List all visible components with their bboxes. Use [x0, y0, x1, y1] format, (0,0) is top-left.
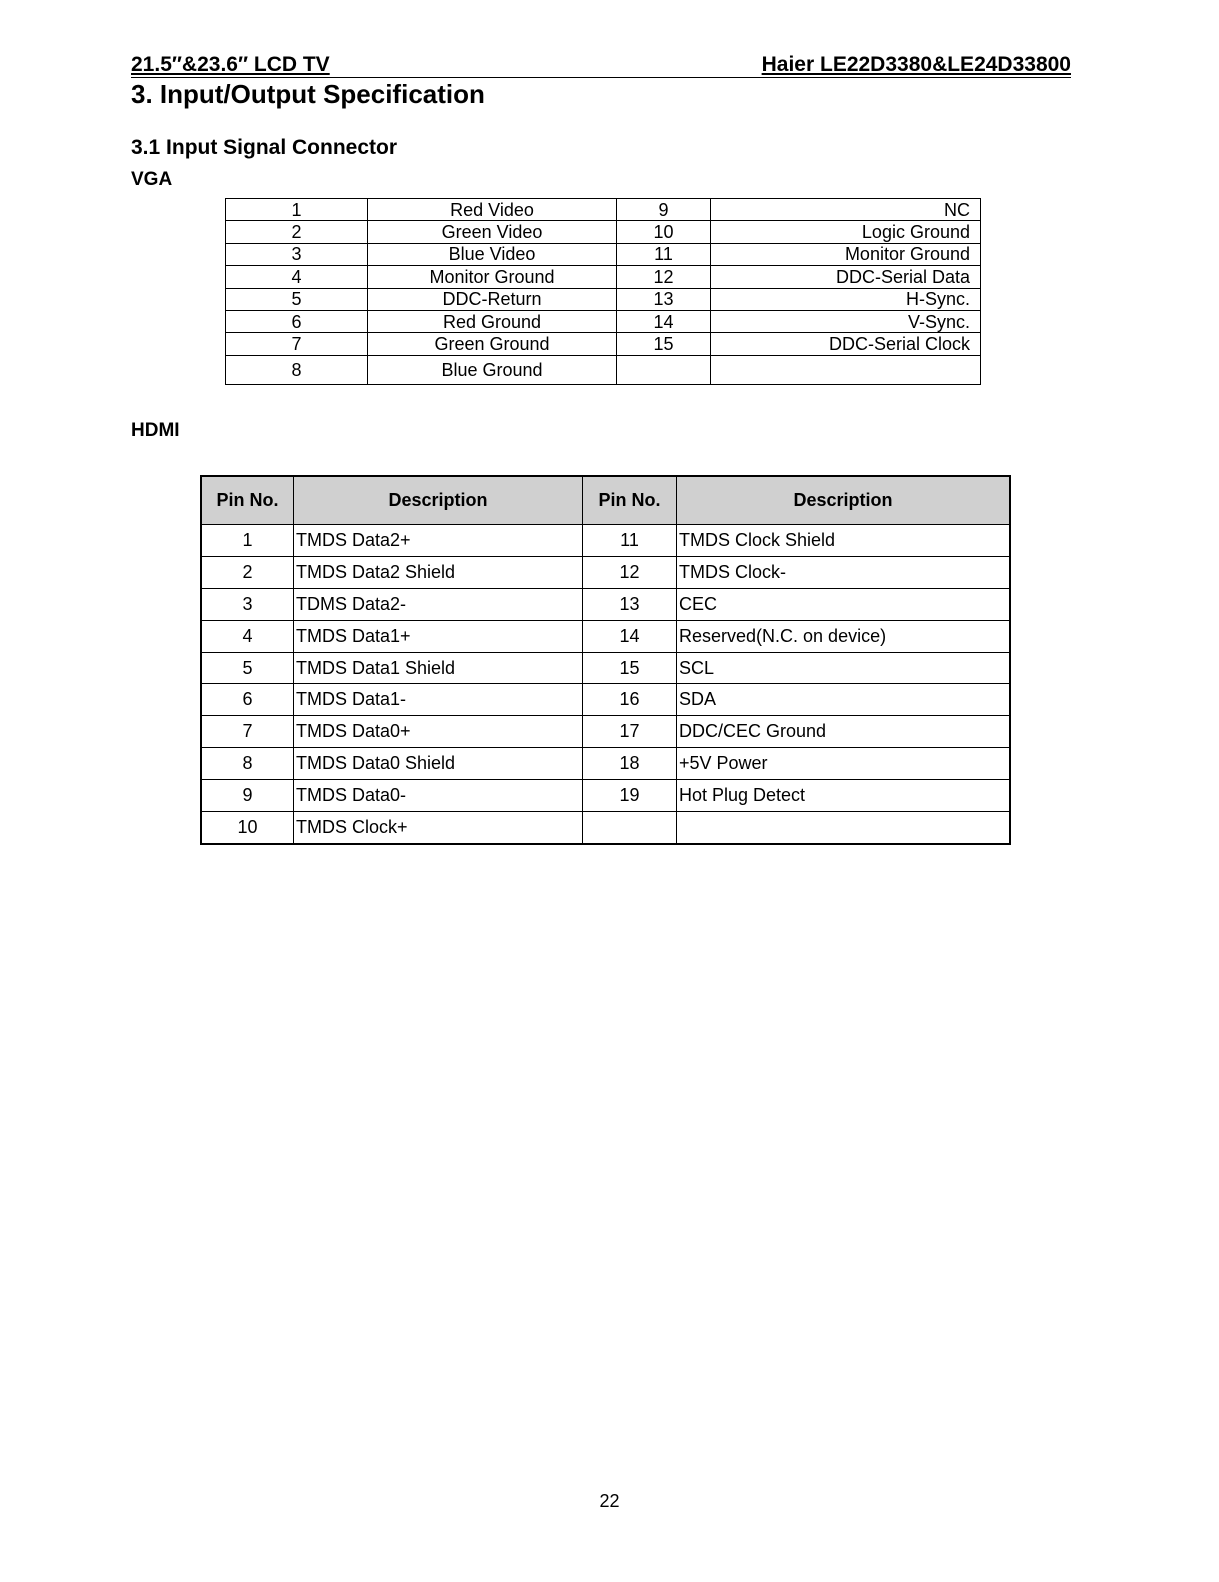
table-row [226, 199, 981, 221]
vga-pin-table [225, 198, 981, 385]
pin-description: TMDS Data0- [294, 780, 583, 812]
pin-number [617, 355, 711, 384]
pin-description [677, 812, 1011, 844]
pin-number: 8 [226, 355, 368, 384]
pin-description: TMDS Data0 Shield [294, 748, 583, 780]
table-row [201, 780, 1010, 812]
pin-number: 4 [226, 266, 368, 288]
pin-number: 17 [583, 716, 677, 748]
pin-number: 10 [617, 221, 711, 243]
pin-number: 4 [201, 620, 294, 652]
pin-description: Monitor Ground [711, 243, 981, 265]
pin-description: H-Sync. [711, 288, 981, 310]
subsection-title: 3.1 Input Signal Connector [131, 136, 398, 159]
pin-description: Monitor Ground [368, 266, 617, 288]
pin-description: CEC [677, 588, 1011, 620]
table-row [226, 355, 981, 384]
pin-description: Green Ground [368, 333, 617, 355]
header-model-size: 21.5″&23.6″ LCD TV [131, 53, 330, 76]
pin-number: 7 [201, 716, 294, 748]
pin-number: 14 [617, 310, 711, 332]
pin-number: 8 [201, 748, 294, 780]
table-row [201, 748, 1010, 780]
column-header-description: Description [294, 476, 583, 525]
pin-number: 6 [226, 310, 368, 332]
column-header-pin-no: Pin No. [583, 476, 677, 525]
header-model-name: Haier LE22D3380&LE24D33800 [761, 53, 1071, 76]
table-header-row [201, 476, 1010, 525]
pin-description: Hot Plug Detect [677, 780, 1011, 812]
pin-description: TMDS Clock Shield [677, 525, 1011, 557]
pin-description: TMDS Data1 Shield [294, 652, 583, 684]
pin-number: 19 [583, 780, 677, 812]
pin-number [583, 812, 677, 844]
pin-description: TMDS Data0+ [294, 716, 583, 748]
table-row [201, 716, 1010, 748]
page-number: 22 [599, 1491, 620, 1511]
table-row [226, 221, 981, 243]
pin-description: TMDS Data2 Shield [294, 556, 583, 588]
table-row [201, 525, 1010, 557]
pin-number: 5 [226, 288, 368, 310]
pin-description: V-Sync. [711, 310, 981, 332]
pin-number: 3 [201, 588, 294, 620]
table-row [226, 288, 981, 310]
pin-number: 3 [226, 243, 368, 265]
pin-number: 9 [617, 199, 711, 221]
pin-description [711, 355, 981, 384]
pin-number: 1 [201, 525, 294, 557]
hdmi-pin-table [200, 475, 1011, 845]
pin-description: TDMS Data2- [294, 588, 583, 620]
vga-label: VGA [131, 169, 173, 190]
table-row [201, 556, 1010, 588]
pin-description: Red Video [368, 199, 617, 221]
pin-number: 11 [583, 525, 677, 557]
pin-number: 6 [201, 684, 294, 716]
pin-number: 12 [617, 266, 711, 288]
hdmi-label: HDMI [131, 420, 180, 441]
column-header-description: Description [677, 476, 1011, 525]
table-row [201, 684, 1010, 716]
pin-description: TMDS Data1+ [294, 620, 583, 652]
pin-description: DDC-Return [368, 288, 617, 310]
pin-number: 2 [201, 556, 294, 588]
pin-description: TMDS Data2+ [294, 525, 583, 557]
pin-description: Reserved(N.C. on device) [677, 620, 1011, 652]
table-row [226, 333, 981, 355]
pin-description: DDC/CEC Ground [677, 716, 1011, 748]
pin-number: 7 [226, 333, 368, 355]
pin-number: 15 [583, 652, 677, 684]
table-row [226, 243, 981, 265]
pin-description: Red Ground [368, 310, 617, 332]
column-header-pin-no: Pin No. [201, 476, 294, 525]
pin-description: NC [711, 199, 981, 221]
pin-number: 1 [226, 199, 368, 221]
pin-number: 13 [583, 588, 677, 620]
pin-description: +5V Power [677, 748, 1011, 780]
pin-description: SDA [677, 684, 1011, 716]
pin-number: 15 [617, 333, 711, 355]
pin-description: Blue Video [368, 243, 617, 265]
pin-number: 12 [583, 556, 677, 588]
pin-number: 16 [583, 684, 677, 716]
pin-description: SCL [677, 652, 1011, 684]
table-row [226, 310, 981, 332]
pin-number: 10 [201, 812, 294, 844]
pin-description: Blue Ground [368, 355, 617, 384]
table-row [201, 588, 1010, 620]
table-row [201, 812, 1010, 844]
pin-description: TMDS Clock+ [294, 812, 583, 844]
pin-description: TMDS Clock- [677, 556, 1011, 588]
table-row [226, 266, 981, 288]
section-title: 3. Input/Output Specification [131, 79, 485, 109]
pin-number: 9 [201, 780, 294, 812]
pin-description: DDC-Serial Clock [711, 333, 981, 355]
table-row [201, 620, 1010, 652]
pin-number: 5 [201, 652, 294, 684]
pin-description: DDC-Serial Data [711, 266, 981, 288]
pin-number: 14 [583, 620, 677, 652]
pin-description: Green Video [368, 221, 617, 243]
pin-description: Logic Ground [711, 221, 981, 243]
pin-number: 2 [226, 221, 368, 243]
pin-number: 18 [583, 748, 677, 780]
page-header [131, 53, 1071, 78]
pin-number: 13 [617, 288, 711, 310]
table-row [201, 652, 1010, 684]
pin-number: 11 [617, 243, 711, 265]
pin-description: TMDS Data1- [294, 684, 583, 716]
